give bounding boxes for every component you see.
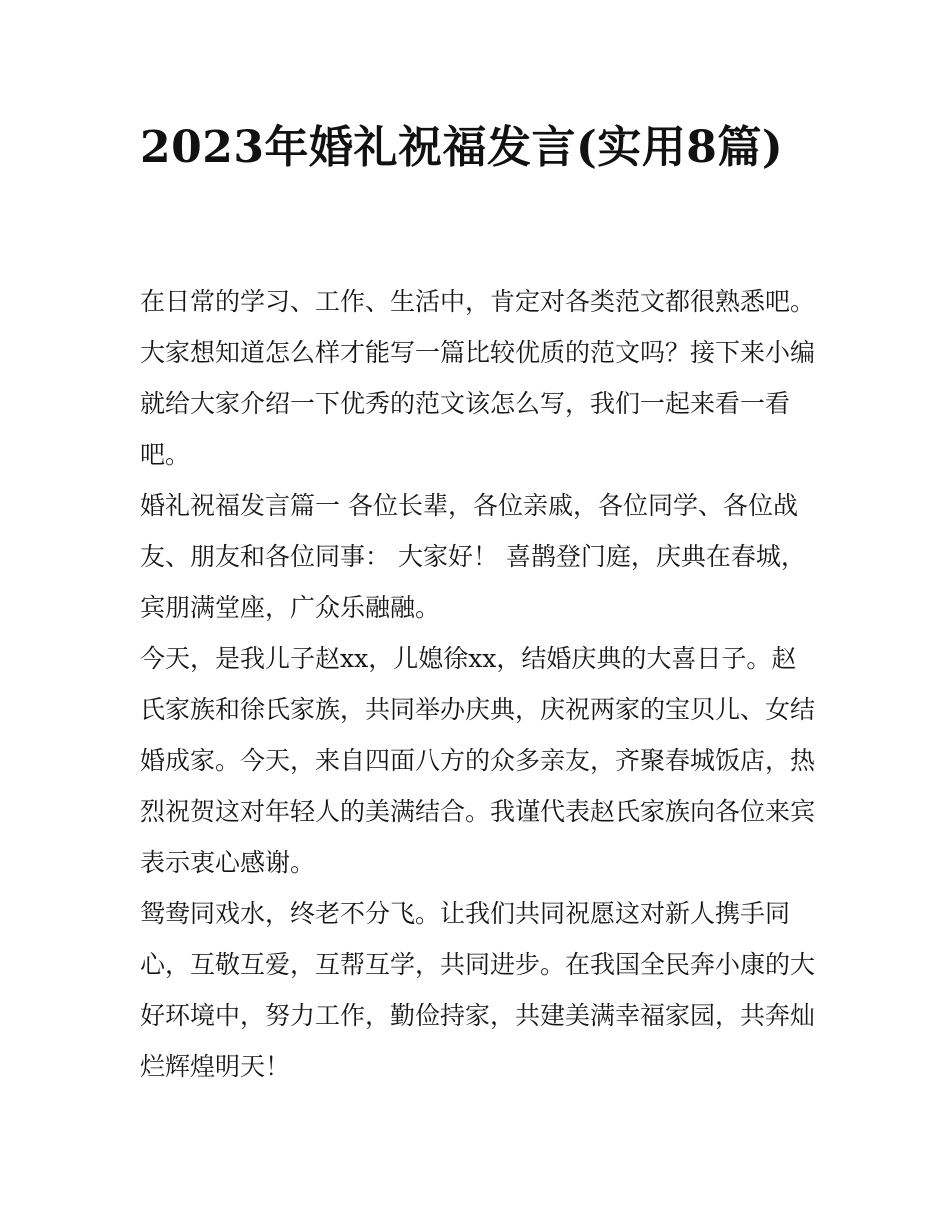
paragraph-intro: 在日常的学习、工作、生活中，肯定对各类范文都很熟悉吧。大家想知道怎么样才能写一篇比较优质的范文吗？接下来小编就给大家介绍一下优秀的范文该怎么写，我们一起来看一看吧。: [140, 287, 816, 469]
paragraph-speech-opening: 婚礼祝福发言篇一 各位长辈，各位亲戚，各位同学、各位战友、朋友和各位同事： 大家好！ 喜鹊登门庭，庆典在春城，宾朋满堂座，广众乐融融。: [140, 491, 806, 622]
document-body: [140, 276, 820, 1092]
paragraph-speech-thanks: 今天，是我儿子赵xx，儿媳徐xx，结婚庆典的大喜日子。赵氏家族和徐氏家族，共同举办庆典，庆祝两家的宝贝儿、女结婚成家。今天，来自四面八方的众多亲友，齐聚春城饭店，热烈祝贺这对年轻人的美满结合。我谨代表赵氏家族向各位来宾表示衷心感谢。: [140, 644, 816, 877]
document-title: 2023年婚礼祝福发言(实用8篇): [140, 122, 784, 173]
paragraph-speech-blessing: 鸳鸯同戏水，终老不分飞。让我们共同祝愿这对新人携手同心，互敬互爱，互帮互学，共同进步。在我国全民奔小康的大好环境中，努力工作，勤俭持家，共建美满幸福家园，共奔灿烂辉煌明天！: [140, 899, 816, 1081]
